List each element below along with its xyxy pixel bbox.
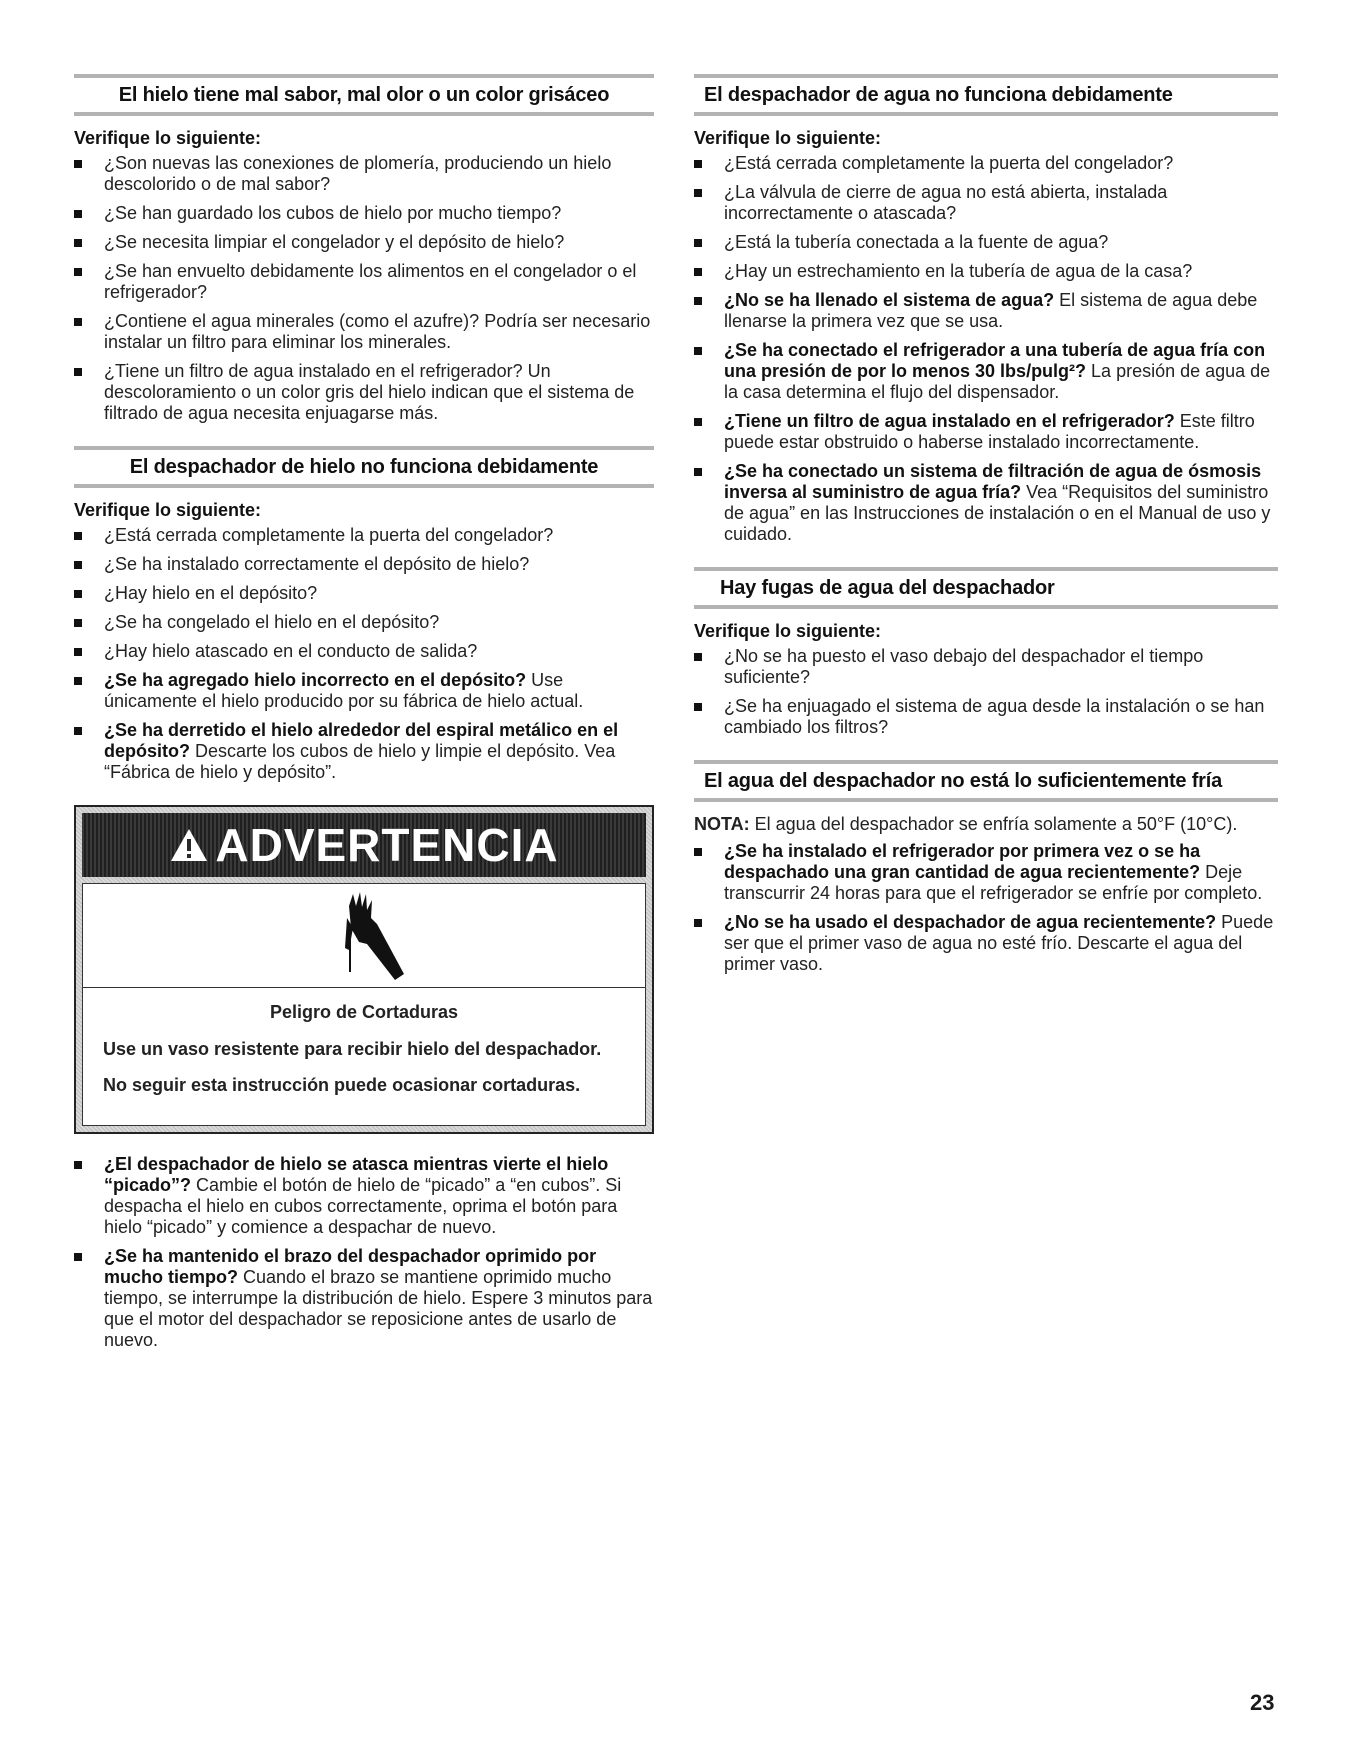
checklist <box>74 1154 654 1351</box>
verify-label: Verifique lo siguiente: <box>74 500 262 520</box>
note-label: NOTA: <box>694 814 750 834</box>
list-item: ¿Se ha congelado el hielo en el depósito? <box>74 612 654 633</box>
verify-label: Verifique lo siguiente: <box>694 621 882 641</box>
verify-label: Verifique lo siguiente: <box>74 128 262 148</box>
checklist <box>694 646 1278 738</box>
section-title: El despachador de hielo no funciona debidamente <box>129 456 599 478</box>
list-item: ¿Está la tubería conectada a la fuente de agua? <box>694 232 1278 253</box>
checklist <box>74 153 654 424</box>
bullet-icon <box>694 653 702 661</box>
list-item: ¿No se ha usado el despachador de agua recientemente? Puede ser que el primer vaso de agua no esté frío. Descarte el agua del primer vaso. <box>694 912 1278 975</box>
bullet-icon <box>694 703 702 711</box>
list-item: ¿Hay hielo atascado en el conducto de salida? <box>74 641 654 662</box>
bullet-icon <box>74 318 82 326</box>
list-item: ¿Está cerrada completamente la puerta del congelador? <box>694 153 1278 174</box>
warning-banner <box>82 813 646 877</box>
list-item: ¿Se ha enjuagado el sistema de agua desde la instalación o se han cambiado los filtros? <box>694 696 1278 738</box>
bullet-icon <box>74 590 82 598</box>
checklist <box>694 841 1278 975</box>
list-item: ¿Se ha conectado el refrigerador a una tubería de agua fría con una presión de por lo menos 30 lbs/pulg²? La presión de agua de la casa determina el flujo del dispensador. <box>694 340 1278 403</box>
bullet-icon <box>74 561 82 569</box>
section-heading-water-cold <box>694 760 1278 802</box>
left-column <box>74 74 654 1359</box>
bullet-icon <box>74 239 82 247</box>
list-item: ¿Tiene un filtro de agua instalado en el refrigerador? Un descoloramiento o un color gris del hielo indican que el sistema de filtrado de agua necesita enjuagarse más. <box>74 361 654 424</box>
section-heading-ice-dispenser <box>74 446 654 488</box>
section-title: El agua del despachador no está lo suficientemente fría <box>704 770 1223 792</box>
bullet-icon <box>74 368 82 376</box>
list-item: ¿Se han guardado los cubos de hielo por mucho tiempo? <box>74 203 654 224</box>
bullet-icon <box>694 848 702 856</box>
section-heading-ice-taste <box>74 74 654 116</box>
bullet-icon <box>694 239 702 247</box>
page-number: 23 <box>1250 1690 1275 1715</box>
warning-triangle-icon <box>169 827 209 863</box>
section-heading-water-dispenser <box>694 74 1278 116</box>
bullet-icon <box>74 210 82 218</box>
list-item: ¿El despachador de hielo se atasca mientras vierte el hielo “picado”? Cambie el botón de hielo de “picado” a “en cubos”. Si despacha el hielo en cubos correctamente, oprima el botón para hielo “picado” y comience a despachar de nuevo. <box>74 1154 654 1238</box>
warning-title: ADVERTENCIA <box>215 819 559 871</box>
list-item: ¿Se ha instalado correctamente el depósito de hielo? <box>74 554 654 575</box>
section-heading-water-leak <box>694 567 1278 609</box>
list-item: ¿La válvula de cierre de agua no está abierta, instalada incorrectamente o atascada? <box>694 182 1278 224</box>
bullet-icon <box>74 648 82 656</box>
bullet-icon <box>74 160 82 168</box>
bullet-icon <box>74 1161 82 1169</box>
list-item: ¿Contiene el agua minerales (como el azufre)? Podría ser necesario instalar un filtro para eliminar los minerales. <box>74 311 654 353</box>
verify-label: Verifique lo siguiente: <box>694 128 882 148</box>
warning-instruction: Use un vaso resistente para recibir hielo del despachador. <box>103 1039 602 1059</box>
bullet-icon <box>74 677 82 685</box>
note: NOTA: El agua del despachador se enfría solamente a 50°F (10°C). <box>694 814 1238 834</box>
list-item: ¿Tiene un filtro de agua instalado en el refrigerador? Este filtro puede estar obstruido o haberse instalado incorrectamente. <box>694 411 1278 453</box>
section-title: El despachador de agua no funciona debidamente <box>704 84 1173 106</box>
warning-content <box>82 883 646 1126</box>
bullet-icon <box>74 1253 82 1261</box>
list-item: ¿Se necesita limpiar el congelador y el depósito de hielo? <box>74 232 654 253</box>
bullet-icon <box>694 919 702 927</box>
list-item: ¿Se ha instalado el refrigerador por primera vez o se ha despachado una gran cantidad de agua recientemente? Deje transcurrir 24 horas para que el refrigerador se enfríe por completo. <box>694 841 1278 904</box>
bullet-icon <box>74 268 82 276</box>
bullet-icon <box>694 347 702 355</box>
cut-hazard-hand-icon <box>309 888 419 984</box>
list-item: ¿Se ha mantenido el brazo del despachador oprimido por mucho tiempo? Cuando el brazo se mantiene oprimido mucho tiempo, se interrumpe la distribución de hielo. Espere 3 minutos para que el motor del despachador se reposicione antes de usarlo de nuevo. <box>74 1246 654 1351</box>
list-item: ¿No se ha llenado el sistema de agua? El sistema de agua debe llenarse la primera vez que se usa. <box>694 290 1278 332</box>
right-column <box>694 74 1278 983</box>
bullet-icon <box>694 418 702 426</box>
list-item: ¿Hay un estrechamiento en la tubería de agua de la casa? <box>694 261 1278 282</box>
section-title: El hielo tiene mal sabor, mal olor o un color grisáceo <box>118 84 610 106</box>
list-item: ¿Son nuevas las conexiones de plomería, produciendo un hielo descolorido o de mal sabor? <box>74 153 654 195</box>
checklist <box>694 153 1278 545</box>
bullet-icon <box>694 468 702 476</box>
warning-consequence: No seguir esta instrucción puede ocasionar cortaduras. <box>103 1075 581 1095</box>
bullet-icon <box>694 268 702 276</box>
section-title: Hay fugas de agua del despachador <box>720 577 1055 599</box>
bullet-icon <box>694 297 702 305</box>
list-item: ¿Se han envuelto debidamente los alimentos en el congelador o el refrigerador? <box>74 261 654 303</box>
list-item: ¿Se ha agregado hielo incorrecto en el depósito? Use únicamente el hielo producido por su fábrica de hielo actual. <box>74 670 654 712</box>
list-item: ¿Se ha conectado un sistema de filtración de agua de ósmosis inversa al suministro de agua fría? Vea “Requisitos del suministro de agua” en las Instrucciones de instalación o en el Manual de uso y cuidado. <box>694 461 1278 545</box>
list-item: ¿Está cerrada completamente la puerta del congelador? <box>74 525 654 546</box>
checklist <box>74 525 654 783</box>
bullet-icon <box>694 160 702 168</box>
bullet-icon <box>74 619 82 627</box>
bullet-icon <box>74 727 82 735</box>
list-item: ¿No se ha puesto el vaso debajo del despachador el tiempo suficiente? <box>694 646 1278 688</box>
hazard-title: Peligro de Cortaduras <box>269 1002 459 1022</box>
bullet-icon <box>74 532 82 540</box>
warning-box <box>74 805 654 1134</box>
bullet-icon <box>694 189 702 197</box>
list-item: ¿Se ha derretido el hielo alrededor del espiral metálico en el depósito? Descarte los cubos de hielo y limpie el depósito. Vea “Fábrica de hielo y depósito”. <box>74 720 654 783</box>
list-item: ¿Hay hielo en el depósito? <box>74 583 654 604</box>
